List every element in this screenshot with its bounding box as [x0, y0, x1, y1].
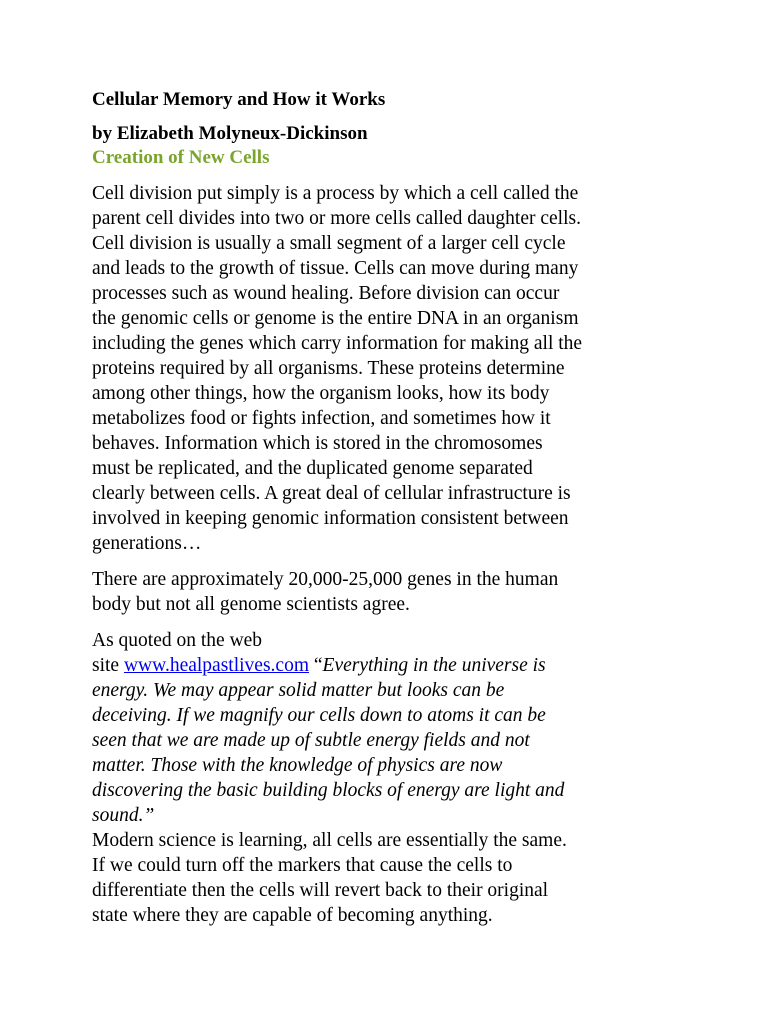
healpastlives-link[interactable]: www.healpastlives.com: [123, 655, 309, 676]
text-line: If we could turn off the markers that cause the cells to: [92, 855, 513, 876]
text-line: Modern science is learning, all cells are essentially the same.: [92, 830, 567, 851]
quote-line: seen that we are made up of subtle energy fields and not: [92, 730, 530, 751]
text-line: behaves. Information which is stored in the chromosomes: [92, 433, 543, 454]
text-line: must be replicated, and the duplicated genome separated: [92, 458, 533, 479]
text-line: clearly between cells. A great deal of cellular infrastructure is: [92, 483, 571, 504]
quote-line: discovering the basic building blocks of energy are light and: [92, 780, 565, 801]
quote-line: matter. Those with the knowledge of physics are now: [92, 755, 503, 776]
text-line: metabolizes food or fights infection, and sometimes how it: [92, 408, 551, 429]
text-line: Cell division is usually a small segment of a larger cell cycle: [92, 233, 566, 254]
text-line: body but not all genome scientists agree.: [92, 594, 410, 615]
text-line: Cell division put simply is a process by which a cell called the: [92, 183, 579, 204]
text-line: the genomic cells or genome is the entire DNA in an organism: [92, 308, 579, 329]
text-line: parent cell divides into two or more cells called daughter cells.: [92, 208, 581, 229]
quote-first-line: [92, 653, 692, 678]
quote-open-mark: “: [309, 655, 323, 676]
quote-line: deceiving. If we magnify our cells down to atoms it can be: [92, 705, 546, 726]
paragraph-modern-science: [92, 828, 692, 928]
text-line: proteins required by all organisms. These proteins determine: [92, 358, 565, 379]
quote-intro-line: As quoted on the web: [92, 630, 263, 651]
text-line: There are approximately 20,000-25,000 genes in the human: [92, 569, 559, 590]
section-heading: Creation of New Cells: [92, 147, 270, 168]
quote-intro-prefix: site: [92, 655, 124, 676]
text-line: differentiate then the cells will revert back to their original: [92, 880, 549, 901]
paragraph-genes: [92, 567, 692, 617]
text-line: among other things, how the organism looks, how its body: [92, 383, 550, 404]
quote-line: sound.”: [92, 805, 155, 826]
quote-line: energy. We may appear solid matter but looks can be: [92, 680, 505, 701]
text-line: involved in keeping genomic information consistent between: [92, 508, 569, 529]
document-title: Cellular Memory and How it Works: [92, 89, 386, 110]
quote-text-segment: Everything in the universe is: [322, 655, 546, 676]
text-line: processes such as wound healing. Before division can occur: [92, 283, 560, 304]
text-line: state where they are capable of becoming anything.: [92, 905, 493, 926]
author-byline: by Elizabeth Molyneux-Dickinson: [92, 123, 368, 144]
text-line: and leads to the growth of tissue. Cells can move during many: [92, 258, 579, 279]
paragraph-cell-division: [92, 181, 692, 556]
text-line: including the genes which carry information for making all the: [92, 333, 583, 354]
document-page: [92, 88, 692, 928]
quote-block: [92, 628, 692, 828]
text-line: generations…: [92, 533, 202, 554]
